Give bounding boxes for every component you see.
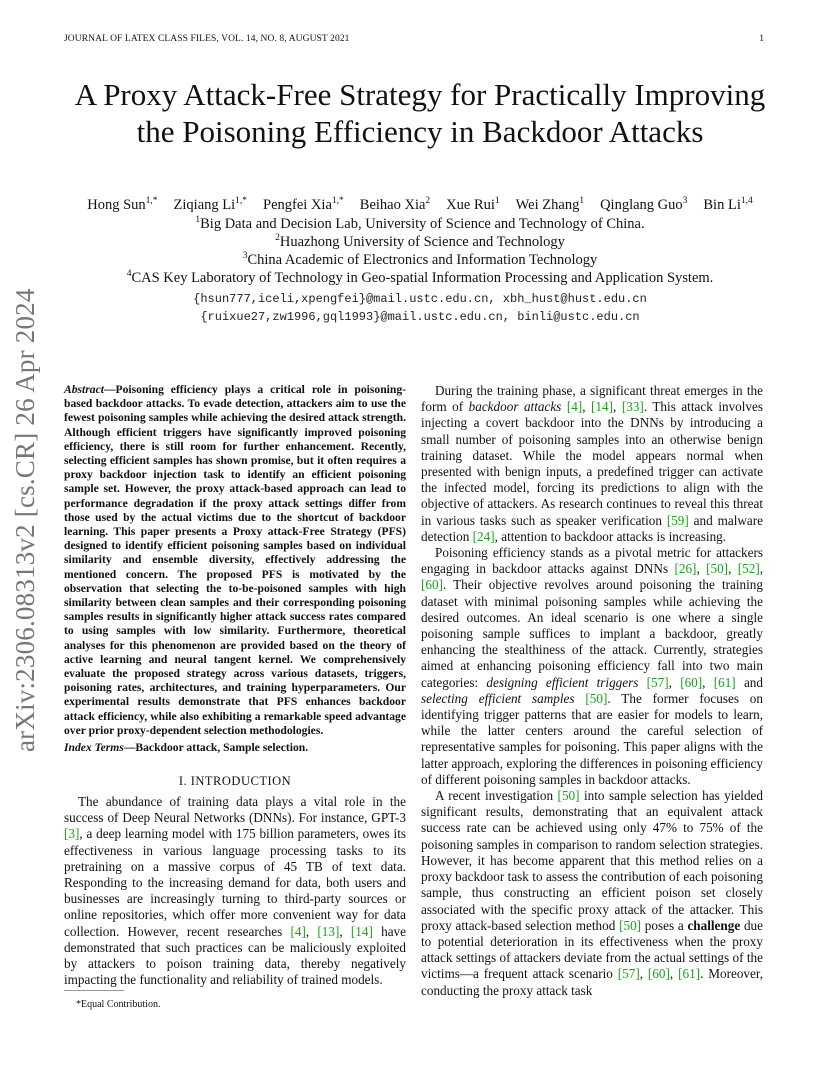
text-run: , — [582, 399, 592, 415]
paper-title: A Proxy Attack-Free Strategy for Practically Improving the Poisoning Efficiency in Backdoor Attacks — [74, 77, 766, 149]
emphasis: backdoor attacks — [468, 399, 562, 415]
paragraph — [421, 788, 763, 999]
citation-link[interactable]: [50] — [557, 788, 580, 804]
author-name: Bin Li$^{1,4}$ — [703, 196, 753, 213]
paragraph — [421, 545, 763, 788]
text-run: , — [668, 674, 681, 690]
section-heading-introduction: I. INTRODUCTION — [178, 774, 292, 788]
citation-link[interactable]: [57] — [646, 674, 669, 690]
citation-link[interactable]: [4] — [290, 923, 306, 939]
arxiv-identifier: arXiv:2306.08313v2 [cs.CR] 26 Apr 2024 — [10, 288, 40, 752]
text-run: . This attack involves injecting a covert backdoor into the DNNs by introducing a small number of poisoning samples into an otherwise benign training dataset. While the model appears normal when presented with benign inputs, a predefined trigger can activate the infected model, forcing its predictions to align with the objective of attackers. As research continues to reveal this threat in various tasks such as speaker verification — [421, 399, 764, 528]
bold-term: challenge — [687, 917, 741, 933]
citation-link[interactable]: [57] — [617, 966, 640, 982]
citation-link[interactable]: [4] — [566, 399, 583, 415]
citation-link[interactable]: [13] — [317, 923, 340, 939]
intro-paragraph-left — [64, 794, 406, 988]
affiliation-3: $^3$China Academic of Electronics and Information Technology — [242, 251, 598, 268]
index-terms: Index Terms—Backdoor attack, Sample selection. — [64, 741, 309, 754]
running-header: JOURNAL OF LATEX CLASS FILES, VOL. 14, NO. 8, AUGUST 2021 — [64, 34, 350, 44]
text-run: , — [639, 966, 648, 982]
emphasis: selecting efficient samples — [421, 690, 575, 706]
affiliation-2: $^2$Huazhong University of Science and Technology — [275, 233, 565, 250]
text-run: During the training phase, a significant threat emerges in the form of — [421, 383, 763, 415]
emphasis: designing efficient triggers — [486, 674, 639, 690]
text-run: , a deep learning model with 175 billion parameters, owes its effectiveness in various language processing tasks to its pretraining on a massive corpus of 45 TB of text data. Responding to the increasing demand for data, both users and businesses are increasingly turning to third-party sources or online repositories, which offer more convenient way for data collection. However, recent researches — [64, 826, 406, 939]
author-name: Hong Sun$^{1,*}$ — [87, 196, 158, 213]
page-number: 1 — [759, 34, 764, 44]
text-run: , — [728, 561, 738, 577]
text-run: have demonstrated that such practices can be maliciously exploited by attackers to poison training data, thereby negatively impacting the functionality and reliability of trained models. — [64, 923, 407, 988]
citation-link[interactable]: [52] — [737, 561, 760, 577]
text-run: , — [613, 399, 622, 415]
text-run: due to potential deterioration in its effectiveness when the proxy attack settings of attackers deviate from the actual settings of the victims—a frequent attack scenario — [421, 917, 763, 982]
text-run: Poisoning efficiency stands as a pivotal metric for attackers engaging in backdoor attacks against DNNs — [421, 545, 763, 577]
paragraph — [64, 794, 406, 988]
affiliation-1: $^1$Big Data and Decision Lab, University of Science and Technology of China. — [195, 215, 645, 232]
text-run: , — [305, 923, 318, 939]
text-run: poses a — [641, 917, 688, 933]
author-name: Xue Rui$^1$ — [446, 196, 500, 213]
footnote-rule — [64, 990, 124, 991]
text-run: . Their objective revolves around poisoning the training dataset with minimal poisoning samples while achieving the desired outcomes. An ideal scenario is one where a single poisoning sample suffices to implant a backdoor, greatly enhancing the stealthiness of the attack. Currently, strategies aimed at enhancing poisoning efficiency fall into two main categories: — [421, 577, 763, 690]
text-run: , — [669, 966, 679, 982]
citation-link[interactable]: [50] — [585, 690, 608, 706]
text-run: , — [702, 674, 714, 690]
text-run: and malware detection — [421, 512, 763, 544]
email-line-1: {hsun777,iceli,xpengfei}@mail.ustc.edu.cn, xbh_hust@hust.edu.cn — [193, 292, 647, 306]
paragraph — [421, 383, 763, 545]
citation-link[interactable]: [14] — [350, 923, 373, 939]
citation-link[interactable]: [24] — [472, 528, 495, 544]
citation-link[interactable]: [61] — [678, 966, 701, 982]
abstract-label: Abstract — [64, 383, 104, 396]
citation-link[interactable]: [60] — [647, 966, 670, 982]
text-run: , — [759, 561, 764, 577]
affiliation-4: $^4$CAS Key Laboratory of Technology in Geo-spatial Information Processing and Application System. — [126, 269, 714, 286]
citation-link[interactable]: [33] — [621, 399, 644, 415]
text-run: into sample selection has yielded significant results, demonstrating that an equivalent attack success rate can be achieved using only 47% to 75% of the poisoning samples in comparison to random selection strategies. However, it has become apparent that this method relies on a proxy backdoor task to assess the contribution of each poisoning sample, thus constructing an efficient poison set closely associated with the specific proxy attack of the attacker. This proxy attack-based selection method — [421, 788, 763, 933]
citation-link[interactable]: [59] — [666, 512, 689, 528]
citation-link[interactable]: [26] — [674, 561, 697, 577]
author-name: Wei Zhang$^1$ — [515, 196, 585, 213]
citation-link[interactable]: [60] — [421, 577, 443, 593]
footnote: *Equal Contribution. — [76, 999, 161, 1010]
author-name: Beihao Xia$^2$ — [359, 196, 431, 213]
text-run: , — [696, 561, 707, 577]
citation-link[interactable]: [50] — [706, 561, 729, 577]
email-line-2: {ruixue27,zw1996,gql1993}@mail.ustc.edu.cn, binli@ustc.edu.cn — [200, 310, 640, 324]
intro-right-column — [421, 383, 763, 999]
author-list — [40, 196, 800, 215]
author-name: Pengfei Xia$^{1,*}$ — [263, 196, 344, 213]
text-run: A recent investigation — [435, 788, 558, 804]
text-run: . Moreover, conducting the proxy attack task — [421, 966, 764, 998]
citation-link[interactable]: [14] — [591, 399, 614, 415]
abstract: Abstract—Poisoning efficiency plays a critical role in poisoning-based backdoor attacks. To evade detection, attackers aim to use the fewest poisoning samples while achieving the desired attack strength. Although efficient triggers have significantly improved poisoning efficiency, there is still room for further enhancement. Recently, selecting efficient samples has shown promise, but it often requires a proxy backdoor injection task to identify an efficient poisoning sample set. However, the proxy attack-based approach can lead to performance degradation if the proxy attack settings differ from those used by the actual victims due to the shortcut of backdoor learning. This paper presents a Proxy attack-Free Strategy (PFS) designed to identify efficient poisoning samples based on individual similarity and ensemble diversity, effectively addressing the mentioned concern. The proposed PFS is motivated by the observation that selecting the to-be-poisoned samples with high similarity between clean samples and their corresponding poisoning samples results in significantly higher attack success rates compared to using samples with low similarity. Furthermore, theoretical analyses for this phenomenon are provided based on the theory of active learning and neural tangent kernel. We comprehensively evaluate the proposed strategy across various datasets, triggers, poisoning rates, architectures, and training hyperparameters. Our experimental results demonstrate that PFS enhances backdoor attack efficiency, while also exhibiting a remarkable speed advantage over prior proxy-dependent selection methodologies. — [64, 383, 406, 737]
citation-link[interactable]: [60] — [680, 674, 703, 690]
citation-link[interactable]: [61] — [713, 674, 736, 690]
text-run: and — [735, 674, 763, 690]
text-run — [575, 691, 586, 706]
author-name: Ziqiang $Li^{1,*}$ — [173, 196, 248, 213]
text-run: , — [339, 923, 351, 939]
text-run: , attention to backdoor attacks is increasing. — [494, 528, 727, 544]
index-terms-label: Index Terms — [64, 741, 124, 754]
text-run — [638, 675, 646, 690]
citation-link[interactable]: [50] — [619, 917, 642, 933]
text-run: The abundance of training data plays a vital role in the success of Deep Neural Networks (DNNs). For instance, GPT-3 — [64, 794, 406, 826]
author-name: Qinglang Guo$^3$ — [600, 196, 688, 213]
text-run: . The former focuses on identifying trigger patterns that are easier for models to learn, while the latter centers around the careful selection of representative samples for poisoning. This paper aligns with the latter approach, exploring the differences in poisoning efficiency of different poisoning samples in backdoor attacks. — [421, 690, 763, 787]
citation-link[interactable]: [3] — [64, 826, 80, 842]
